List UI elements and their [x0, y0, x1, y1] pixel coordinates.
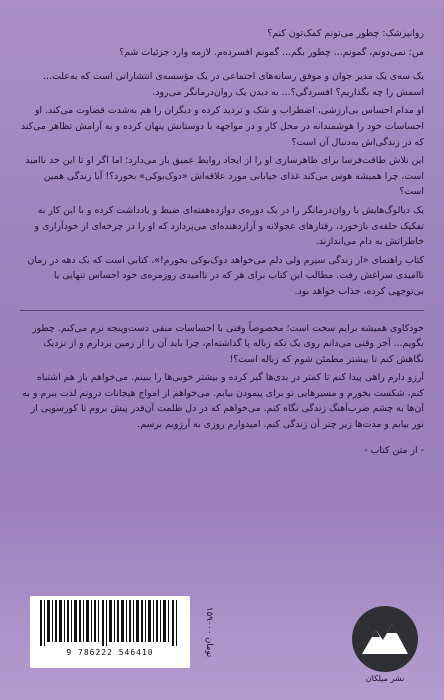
summary-paragraph-1: یک سه‌ی یک مدیر جوان و موفق رسانه‌های اجتماعی در یک مؤسسه‌ی انتشاراتی است که به‌علت... اسمش را چه بگذاریم؟ افسردگی؟... به دیدن یک روان‌درمانگر می‌رود.: [43, 71, 424, 98]
publisher-name: نشر میلکان: [365, 674, 405, 683]
back-cover-text: [20, 26, 424, 461]
summary-paragraph-5: کتاب راهنمای «از زندگی سیرم ولی دلم می‌خواهد دوک‌بوکی بخورم!»، کتابی است که یک دهه در زمان ناامیدی سراغش رفت. مطالب این کتاب برای هر که در ناامیدی روزمره‌ی خود احساس تنهایی یا بی‌توجهی کرده، جذاب خواهد بود.: [27, 254, 424, 297]
price-label: ۱۵۹۰۰۰ تومان: [204, 606, 214, 658]
barcode-digits: 9 786222 546410: [66, 648, 154, 657]
section-divider: [20, 310, 424, 311]
excerpt-source: - از متن کتاب -: [364, 444, 424, 456]
barcode-area: [30, 596, 190, 668]
excerpt-paragraph-1: خودکاوی همیشه برایم سخت است؛ مخصوصاً وقتی با احساسات منفی دست‌وپنجه نرم می‌کنم. چطور بگویم... آخر وقتی می‌دانم روی یک تکه زباله پا گذاشته‌ام، چرا باید آن را از زمین بردارم و از نزدیک نگاهش کنم تا بیشتر مطمئن شوم که زباله است؟!: [32, 322, 424, 365]
dialogue-line-2: من: نمی‌دونم، گمونم... چطور بگم... گمونم افسرده‌م. لازمه وارد جزئیات شم؟: [119, 46, 424, 58]
summary-paragraph-2: او مدام احساس بی‌ارزشی، اضطراب و شک و تردید کرده و دیگران را هم به‌شدت قضاوت می‌کند. او احساسات خود را هوشمندانه در محل کار و در مواجهه با دوستانش پنهان کرده و به آرامش تظاهر می‌کند که در زندگی‌اش به‌دنبال آن است؟: [20, 105, 424, 148]
summary-paragraph-3: این تلاش طاقت‌فرسا برای ظاهرسازی او را از ایجاد روابط عمیق باز می‌دارد؛ اما اگر او تا این حد ناامید است، چرا همیشه هوس می‌کند غذای خیابانی مورد علاقه‌اش «دوک‌بوکی» بخورد؟! آیا زندگی همین است؟: [25, 155, 424, 198]
excerpt-paragraph-2: آرزو دارم راهی پیدا کنم تا کمتر در بدی‌ها گیر کرده و بیشتر خوبی‌ها را ببینم. می‌خواهم باز هم اشتباه کنم، شکست بخورم و مسیرهایی نو برای پیمودن بیابم. می‌خواهم از امواج هیجانات درونم لذت ببرم و به آن‌ها به چشم ضرب‌آهنگ زندگی نگاه کنم. می‌خواهم که در دل ظلمت آن‌قدر پیش بروم تا کورسویی از نور بیابم و مدت‌ها زیر چتر آن زندگی کنم. امیدوارم روزی به آرزویم برسم.: [22, 372, 424, 431]
mountain-logo-icon: [350, 604, 420, 674]
summary-paragraph-4: یک دیالوگ‌هایش با روان‌درمانگر را در یک دوره‌ی دوازده‌هفته‌ای ضبط و یادداشت کرده و با این کار به تفکیک حلقه‌ی بازخورد، رفتارهای عجولانه و آزاردهنده‌ای می‌پردازد که او را در چرخه‌ای از خودآزاری و خاطراتش به دام می‌اندازند.: [34, 204, 424, 248]
barcode-icon: [38, 600, 182, 646]
dialogue-line-1: روانپزشک: چطور می‌تونم کمک‌تون کنم؟: [267, 28, 424, 39]
